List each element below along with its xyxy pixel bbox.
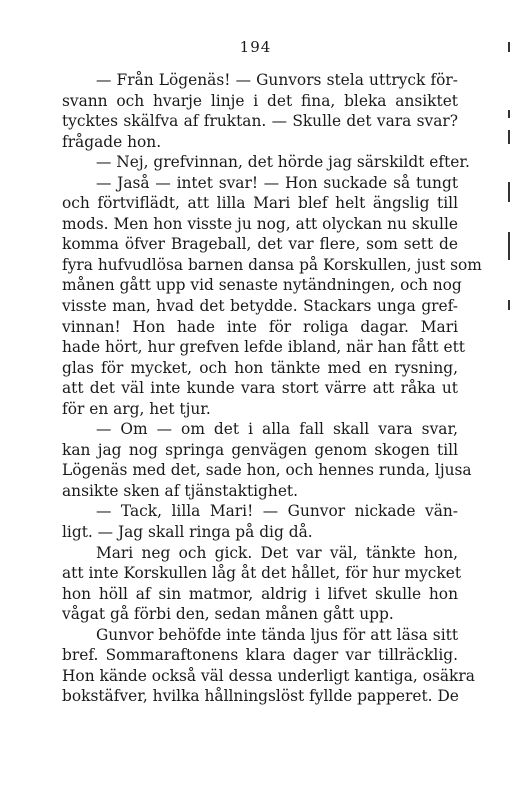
body-text xyxy=(62,70,482,707)
text-line: hon höll af sin matmor, aldrig i lifvet skulle hon xyxy=(62,584,458,603)
text-line: kan jag nog springa genvägen genom skogen till xyxy=(62,440,458,459)
text-line: bref. Sommaraftonens klara dager var tillräcklig. xyxy=(62,646,458,665)
text-line: visste man, hvad det betydde. Stackars unga gref- xyxy=(62,297,458,316)
text-line: att inte Korskullen låg åt det hållet, för hur mycket xyxy=(62,564,462,583)
text-line: svann och hvarje linje i det fina, bleka ansiktet xyxy=(62,91,458,110)
text-line: — Från Lögenäs! — Gunvors stela uttryck för- xyxy=(96,71,458,89)
text-line: bokstäfver, hvilka hållningslöst fyllde papperet. De xyxy=(62,687,459,706)
text-line: för en arg, het tjur. xyxy=(62,399,211,418)
text-line: glas för mycket, och hon tänkte med en rysning, xyxy=(62,358,458,377)
text-line: vinnan! Hon hade inte för roliga dagar. Mari xyxy=(62,317,458,336)
text-line: ligt. — Jag skall ringa på dig då. xyxy=(62,523,313,542)
text-line: vågat gå förbi den, sedan månen gått upp. xyxy=(62,605,394,624)
page-number: 194 xyxy=(239,38,272,56)
text-line: — Nej, grefvinnan, det hörde jag särskildt efter. xyxy=(96,153,470,172)
text-line: månen gått upp vid senaste nytändningen, och nog xyxy=(62,276,462,295)
text-line: Gunvor behöfde inte tända ljus för att läsa sitt xyxy=(96,625,458,644)
text-line: — Om — om det i alla fall skall vara svar, xyxy=(96,420,458,439)
text-line: Mari neg och gick. Det var väl, tänkte hon, xyxy=(96,543,458,562)
text-line: mods. Men hon visste ju nog, att olyckan nu skulle xyxy=(62,214,458,233)
text-line: komma öfver Brageball, det var flere, som sett de xyxy=(62,235,458,254)
page-edge-marks xyxy=(505,0,511,800)
text-line: Lögenäs med det, sade hon, och hennes runda, ljusa xyxy=(62,461,472,480)
text-line: fyra hufvudlösa barnen dansa på Korskullen, just som xyxy=(62,255,482,274)
text-line: — Tack, lilla Mari! — Gunvor nickade vän- xyxy=(96,502,458,521)
text-line: Hon kände också väl dessa underligt kantiga, osäkra xyxy=(62,666,475,685)
text-line: att det väl inte kunde vara stort värre att råka ut xyxy=(62,379,458,398)
text-line: frågade hon. xyxy=(62,132,162,151)
text-line: ansikte sken af tjänstaktighet. xyxy=(62,481,299,500)
text-line: hade hört, hur grefven lefde ibland, när han fått ett xyxy=(62,338,465,357)
text-line: och förtviflädt, att lilla Mari blef helt ängslig till xyxy=(62,194,458,213)
text-line: tycktes skälfva af fruktan. — Skulle det vara svar? xyxy=(62,112,458,131)
text-line: — Jaså — intet svar! — Hon suckade så tungt xyxy=(96,173,458,192)
